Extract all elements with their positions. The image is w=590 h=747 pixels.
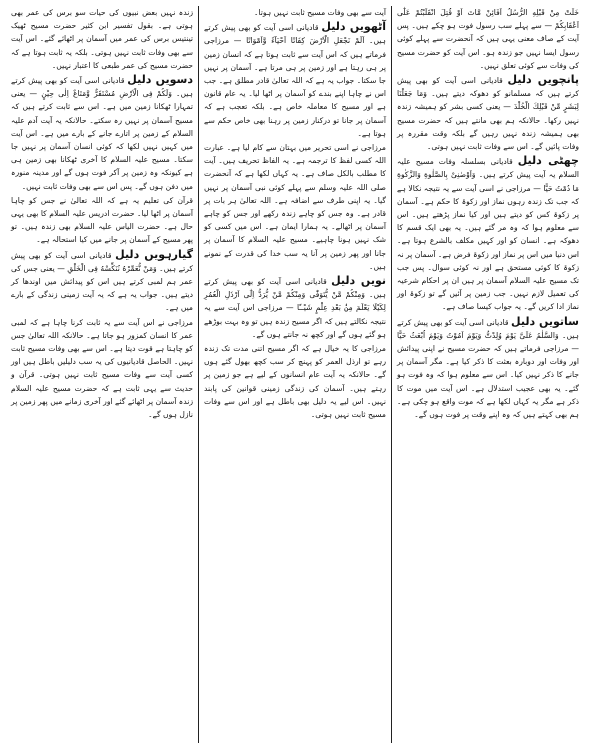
paragraph: گیارہویں دلیل قادیانی اسی آیت کو بھی پیش کرتے ہیں۔ وَمَنْ نُّعَمِّرْهُ نُنَكِّسْهُ فِی الْخَلْقِ — یعنی جس کی عمر ہم لمبی کرتے ہیں اس کو پیدائش میں اوندھا کر دیتے ہیں۔ جواب یہ ہے کہ یہ آیت زمینی زندگی کے بارے میں ہے۔ (11, 247, 193, 313)
paragraph: ساتویں دلیل قادیانی اسی آیت کو بھی پیش کرتے ہیں۔ وَالسَّلٰمُ عَلَیَّ یَوْمَ وُلِدْتُّ وَیَوْمَ اَمُوْتُ وَیَوْمَ اُبْعَثُ حَیًّا — مرزاجی فرماتے ہیں کہ حضرت مسیح نے اپنی پیدائش اور وفات اور دوبارہ بعثت کا ذکر کیا ہے۔ مگر آسمان پر جانے کا ذکر نہیں کیا۔ اس سے معلوم ہوا کہ وہ فوت ہو گئے۔ یہ بھی عجیب استدلال ہے۔ اس آیت میں موت کا ذکر ہے مگر یہ کہاں لکھا ہے کہ موت واقع ہو چکی ہے۔ ہم بھی کہتے ہیں کہ وہ اپنے وقت پر فوت ہوں گے۔ (397, 314, 580, 420)
column-middle (199, 6, 392, 743)
paragraph: مرزاجی نے اس آیت سے یہ ثابت کرنا چاہا ہے کہ لمبی عمر کا انسان کمزور ہو جاتا ہے۔ حالانکہ اللہ تعالیٰ جس کو چاہتا ہے قوت دیتا ہے۔ اس سے بھی وفات مسیح ثابت نہیں۔ الحاصل قادیانیوں کی یہ سب دلیلیں باطل ہیں اور کسی آیت سے وفات مسیح ثابت نہیں ہوتی۔ قرآن و حدیث سے یہی ثابت ہے کہ حضرت مسیح علیہ السلام زندہ آسمان پر اٹھائے گئے اور آخری زمانے میں پھر زمین پر نازل ہوں گے۔ (11, 317, 193, 420)
paragraph: خَلَتْ مِنْ قَبْلِهِ الرُّسُلُ اَفَائِنْ مَّاتَ اَوْ قُتِلَ انْقَلَبْتُمْ عَلٰٓى اَعْقَابِكُمْ — سے پہلے سب رسول فوت ہو چکے ہیں۔ پس آیت کے صاف معنی یہی ہیں کہ آنحضرت سے پہلے کوئی رسول ایسا نہیں جو زندہ ہو۔ اس آیت کو حضرت مسیح کی وفات سے کوئی تعلق نہیں۔ (397, 8, 579, 70)
section-heading: ساتویں دلیل (511, 314, 580, 328)
paragraph: زندہ نہیں بعض نبیوں کی حیات سو برس کی عمر بھی ہوتی ہے۔ بقول تفسیر ابن کثیر حضرت مسیح ٹھیک تینتیس برس کی عمر میں آسمان پر اٹھائے گئے۔ اس آیت سے بھی وفات ثابت نہیں ہوتی۔ بلکہ یہ ثابت ہوتا ہے کہ حضرت مسیح کی عمر طبعی کا اعتبار نہیں۔ (11, 8, 193, 70)
section-heading: نویں دلیل (331, 274, 386, 288)
section-heading: آٹھویں دلیل (321, 20, 386, 34)
section-heading: پانچویں دلیل (507, 73, 579, 87)
paragraph: پانچویں دلیل قادیانی اسی آیت کو بھی پیش کرتے ہیں کہ مسلمانو کو دھوکہ دیتے ہیں۔ وَمَا جَعَلْنَا لِبَشَرٍ مِّنْ قَبْلِكَ الْخُلْدَ — یعنی کسی بشر کو ہمیشہ زندہ نہیں رکھا۔ حالانکہ ہم بھی مانتے ہیں کہ حضرت مسیح بھی ہمیشہ زندہ نہیں رہیں گے بلکہ وقت مقررہ پر وفات پائیں گے۔ اس سے وفات ثابت نہیں ہوتی۔ (397, 73, 579, 152)
paragraph: مرزاجی کا یہ خیال ہے کہ اگر مسیح اتنی مدت تک زندہ رہے تو ارذل العمر کو پہنچ کر سب کچھ بھول گئے ہوں گے۔ حالانکہ یہ آیت عام انسانوں کے لیے ہے جو زمین پر رہتے ہیں۔ آسمان کی زندگی زمینی قوانین کی پابند نہیں۔ اس لیے یہ دلیل بھی باطل ہے اور اس سے وفات مسیح ثابت نہیں ہوتی۔ (204, 344, 386, 420)
paragraph: قرآن کی تعلیم یہ ہے کہ اللہ تعالیٰ نے جس کو چاہا آسمان پر اٹھا لیا۔ حضرت ادریس علیہ السلام کا بھی یہی حال ہے۔ حضرت الیاس علیہ السلام بھی زندہ ہیں۔ تو پھر مسیح کے آسمان پر جانے میں کیا استحالہ ہے۔ (11, 195, 193, 245)
paragraph: مرزاجی نے اسی تحریر میں بہتان سے کام لیا ہے۔ عبارت اللہ کسی لفظ کا ترجمہ ہے۔ یہ الفاظ تحریف ہیں۔ آیت کا مطلب بالکل صاف ہے۔ یہ کہاں لکھا ہے کہ آنحضرت صلی اللہ علیہ وسلم سے پہلے کوئی نبی آسمان پر نہیں گیا۔ یہ اپنی طرف سے اضافہ ہے۔ اللہ تعالیٰ ہر بات پر قادر ہے۔ وہ جس کو چاہے زندہ رکھے اور جس کو چاہے آسمان پر اٹھالے۔ یہ ہمارا ایمان ہے۔ اس میں کسی کو شک نہیں ہونا چاہیے۔ مسیح علیہ السلام کا آسمان پر جانا اور پھر زمین پر آنا یہ سب خدا کی قدرت کے نمونے ہیں۔ (204, 143, 386, 271)
column-left (6, 6, 199, 743)
paragraph: نویں دلیل قادیانی اسی آیت کو بھی پیش کرتے ہیں۔ وَمِنْكُمْ مَّنْ یُّتَوَفّٰى وَمِنْكُمْ مَّنْ یُّرَدُّ اِلٰٓى اَرْذَلِ الْعُمُرِ لِكَیْلَا یَعْلَمَ مِنْۢ بَعْدِ عِلْمٍ شَیْــًٔا — مرزاجی اس آیت سے یہ نتیجہ نکالتے ہیں کہ اگر مسیح زندہ ہیں تو وہ بہت بوڑھے ہو گئے ہوں گے اور کچھ نہ جانتے ہوں گے۔ (204, 274, 386, 339)
paragraph: چھٹی دلیل قادیانی بسلسلہ وفات مسیح علیہ السلام یہ آیت پیش کرتے ہیں۔ وَاَوْصٰنِیْ بِالصَّلٰوةِ وَالزَّكٰوةِ مَا دُمْتُ حَیًّا — مرزاجی نے اسی آیت سے یہ نتیجہ نکالا ہے کہ جب تک زندہ رہوں نماز اور زکوۃ کا حکم ہے۔ آسمان پر زکوۃ کس کو دیتے ہیں اور کیا نماز پڑھتے ہیں۔ اس سے معلوم ہوا کہ وہ مر گئے ہیں۔ یہ بھی ایک قسم کا دھوکہ ہے۔ انسان کو اور کہیں مکلف بالشرع ہوتا ہے۔ اس دنیا میں اس پر نماز اور زکوۃ فرض ہے۔ آسمان پر نہ زکوۃ کا کوئی مستحق ہے اور نہ کوئی سوال۔ پس جب تک مسیح علیہ السلام آسمان پر ہیں ان پر احکام شرعیہ کی تعمیل لازم نہیں۔ جب زمین پر آئیں گے تو زکوۃ اور نماز ادا کریں گے۔ یہ جواب کیسا صاف ہے۔ (397, 154, 579, 312)
section-heading: گیارہویں دلیل (115, 247, 193, 261)
section-heading: چھٹی دلیل (517, 154, 579, 168)
paragraph: آیت سے بھی وفات مسیح ثابت نہیں ہوتا۔ (253, 8, 386, 17)
paragraph: آٹھویں دلیل قادیانی اسی آیت کو بھی پیش کرتے ہیں۔ اَلَمْ نَجْعَلِ الْاَرْضَ كِفَاتًا اَحْیَآءً وَّاَمْوَاتًا — مرزاجی فرماتے ہیں کہ اس آیت سے ثابت ہوتا ہے کہ انسان زمین پر ہی رہتا ہے اور زمین پر ہی مرتا ہے۔ آسمان پر نہیں جا سکتا۔ جواب یہ ہے کہ اللہ تعالیٰ قادر مطلق ہے۔ جب اس نے چاہا اپنے بندے کو آسمان پر اٹھا لیا۔ یہ عام قانون ہے اور مسیح کا معاملہ خاص ہے۔ بلکہ تعجب ہے کہ آسمان پر جانا تو درکنار زمین پر رہنا بھی خاص حکم سے ہوتا ہے۔ (204, 20, 386, 138)
section-heading: دسویں دلیل (127, 73, 193, 87)
column-right (392, 6, 584, 743)
paragraph: دسویں دلیل قادیانی اسی آیت کو بھی پیش کرتے ہیں۔ وَلَكُمْ فِی الْاَرْضِ مُسْتَقَرٌّ وَّمَتَاعٌ اِلٰى حِیْنٍ — یعنی تمہارا ٹھکانا زمین میں ہے۔ اس سے ثابت کرتے ہیں کہ مسیح آسمان پر نہیں رہ سکتے۔ حالانکہ یہ آیت آدم علیہ السلام کے زمین پر اتارے جانے کے بارے میں ہے۔ اس آیت میں کہیں نہیں لکھا کہ کوئی انسان آسمان پر نہیں جا سکتا۔ مسیح علیہ السلام کا آخری ٹھکانا بھی زمین ہی ہے کیونکہ وہ زمین پر آکر فوت ہوں گے اور مدینہ منورہ میں دفن ہوں گے۔ پس اس سے بھی وفات ثابت نہیں۔ (11, 73, 193, 191)
